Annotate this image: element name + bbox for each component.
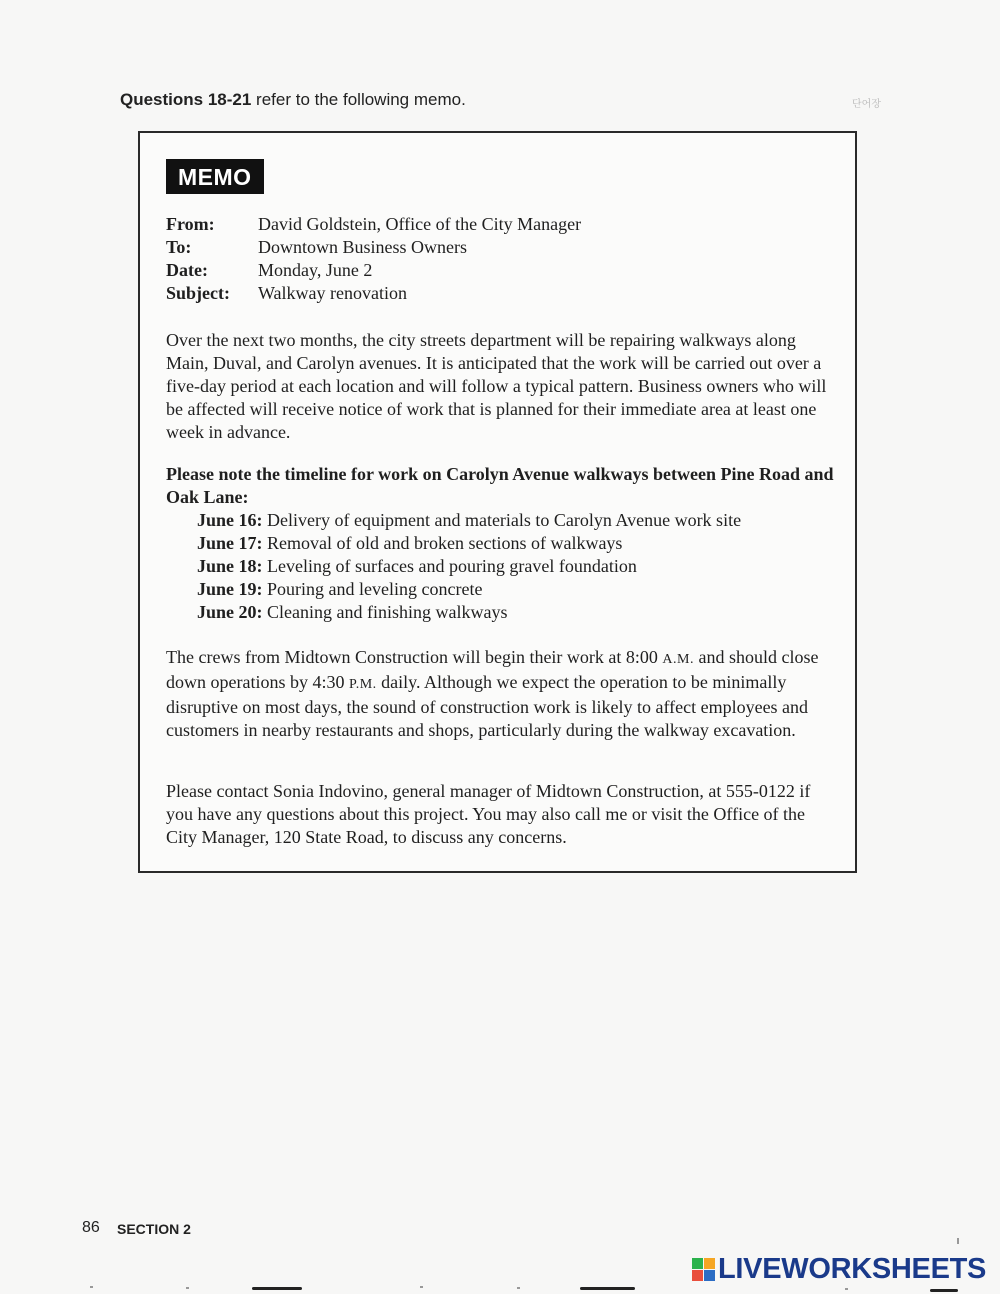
am-label: A.M.	[662, 652, 694, 667]
timeline-list	[197, 509, 741, 624]
timeline-item	[197, 509, 741, 532]
timeline-date: June 18:	[197, 556, 263, 576]
timeline-item	[197, 532, 741, 555]
paragraph-2-part-1: The crews from Midtown Construction will begin their work at 8:00	[166, 647, 663, 667]
timeline-item	[197, 578, 741, 601]
questions-text: refer to the following memo.	[251, 90, 466, 109]
header-from-value: David Goldstein, Office of the City Manager	[258, 214, 582, 234]
liveworksheets-icon	[692, 1258, 715, 1281]
memo-header	[166, 213, 581, 305]
memo-title: MEMO	[166, 159, 264, 194]
timeline-date: June 17:	[197, 533, 263, 553]
liveworksheets-brand: LIVEWORKSHEETS	[718, 1253, 987, 1285]
page-number: 86	[82, 1219, 100, 1236]
scan-mark	[580, 1287, 635, 1290]
scan-speck	[517, 1287, 520, 1289]
corner-mark: 단어장	[852, 99, 881, 110]
header-to-value: Downtown Business Owners	[258, 237, 467, 257]
paragraph-2-part-2: and should close down operations by 4:30	[166, 647, 819, 692]
paragraph-2-part-3: daily. Although we expect the operation to be minimally disruptive on most days, the sound of construction work is likely to affect employees and customers in nearby restaurants and shops, particularly during the walkway excavation.	[166, 672, 809, 740]
memo-box	[138, 131, 857, 873]
header-subject-label: Subject:	[166, 283, 230, 303]
pm-label: P.M.	[348, 677, 377, 692]
header-to-label: To:	[166, 237, 192, 257]
header-date-label: Date:	[166, 260, 208, 280]
timeline-task: Leveling of surfaces and pouring gravel foundation	[267, 556, 637, 576]
questions-intro	[120, 90, 466, 110]
timeline-date: June 19:	[197, 579, 263, 599]
scan-speck	[957, 1238, 959, 1244]
memo-paragraph-2	[166, 646, 838, 742]
timeline-date: June 20:	[197, 602, 263, 622]
memo-paragraph-3: Please contact Sonia Indovino, general manager of Midtown Construction, at 555-0122 if you have any questions about this project. You may also call me or visit the Office of the City Manager, 120 State Road, to discuss any concerns.	[166, 781, 811, 847]
scan-speck	[845, 1288, 848, 1290]
timeline-task: Removal of old and broken sections of walkways	[267, 533, 623, 553]
header-subject-value: Walkway renovation	[258, 283, 408, 303]
header-date-value: Monday, June 2	[258, 260, 373, 280]
section-label: SECTION 2	[117, 1221, 191, 1237]
memo-paragraph-1: Over the next two months, the city streets department will be repairing walkways along Main, Duval, and Carolyn avenues. It is anticipated that the work will be carried out over a five-day period at each location and will follow a typical pattern. Business owners who will be affected will receive notice of work that is planned for their immediate area at least one week in advance.	[166, 330, 827, 442]
scan-speck	[90, 1286, 93, 1288]
scan-speck	[186, 1287, 189, 1289]
timeline-item	[197, 601, 741, 624]
questions-range: Questions 18-21	[120, 90, 252, 109]
scan-mark	[930, 1289, 958, 1292]
scan-speck	[420, 1286, 423, 1288]
timeline-task: Delivery of equipment and materials to Carolyn Avenue work site	[267, 510, 742, 530]
liveworksheets-logo[interactable]	[692, 1254, 986, 1284]
timeline-notice: Please note the timeline for work on Carolyn Avenue walkways between Pine Road and Oak Lane:	[166, 464, 834, 507]
timeline-item	[197, 555, 741, 578]
timeline-date: June 16:	[197, 510, 263, 530]
timeline-task: Cleaning and finishing walkways	[267, 602, 508, 622]
header-from-label: From:	[166, 214, 215, 234]
scan-mark	[252, 1287, 302, 1290]
timeline-task: Pouring and leveling concrete	[267, 579, 483, 599]
